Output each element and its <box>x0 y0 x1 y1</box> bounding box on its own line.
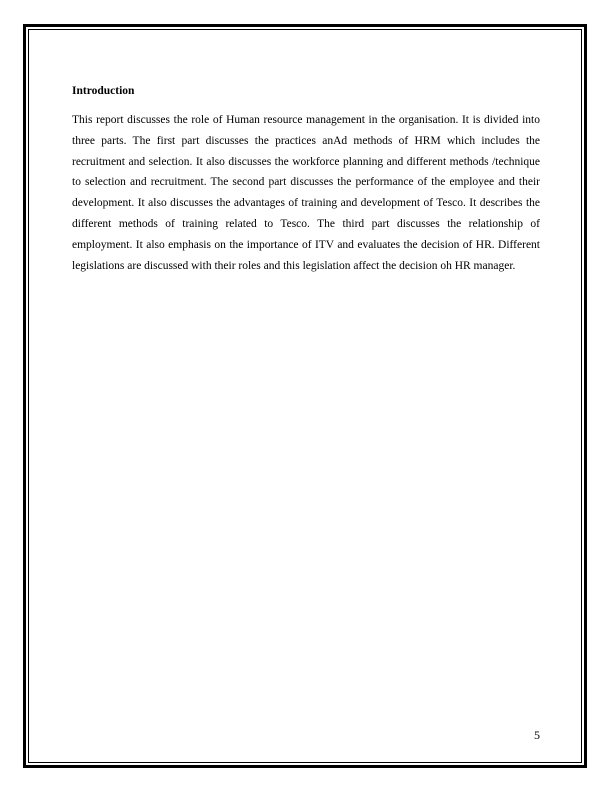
page-number: 5 <box>534 728 540 742</box>
section-heading: Introduction <box>72 85 135 97</box>
document-content <box>72 84 540 276</box>
introduction-paragraph: This report discusses the role of Human resource management in the organisation. It is divided into three parts. The first part discusses the practices anAd methods of HRM which includes the recruitment and selection. It also discusses the workforce planning and different methods /technique to selection and recruitment. The second part discusses the performance of the employee and their development. It also discusses the advantages of training and development of Tesco. It describes the different methods of training related to Tesco. The third part discusses the relationship of employment. It also emphasis on the importance of ITV and evaluates the decision of HR. Different legislations are discussed with their roles and this legislation affect the decision oh HR manager. <box>72 114 540 272</box>
